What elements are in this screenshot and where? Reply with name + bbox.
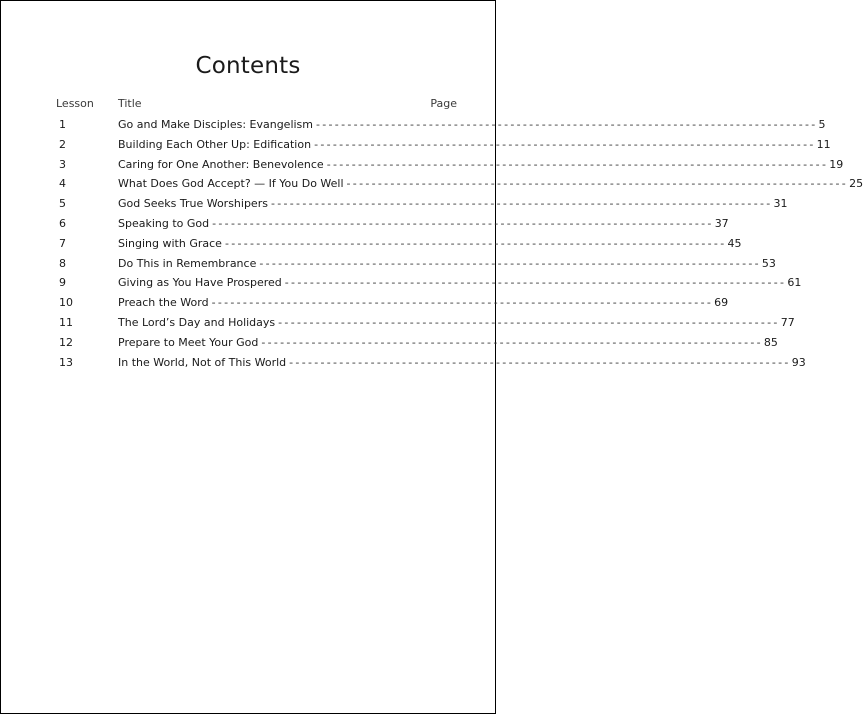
page-number: 53 bbox=[761, 256, 776, 270]
page-number: 61 bbox=[787, 276, 802, 290]
lesson-entry bbox=[118, 236, 742, 251]
page-title: Contents bbox=[195, 53, 301, 79]
lesson-entry bbox=[118, 315, 795, 330]
list-item bbox=[1, 157, 844, 177]
lesson-title: Giving as You Have Prospered bbox=[118, 276, 282, 290]
lesson-title: Caring for One Another: Benevolence bbox=[118, 157, 324, 171]
lesson-title: The Lord’s Day and Holidays bbox=[118, 315, 276, 329]
dot-leader: -------------------------------------------------------------------------------- bbox=[314, 137, 816, 151]
lesson-number: 13 bbox=[59, 355, 73, 369]
list-item bbox=[1, 275, 802, 295]
lesson-number: 7 bbox=[59, 236, 66, 250]
lesson-title: Go and Make Disciples: Evangelism bbox=[118, 118, 313, 131]
dot-leader: -------------------------------------------------------------------------------- bbox=[289, 355, 791, 369]
dot-leader: -------------------------------------------------------------------------------- bbox=[270, 197, 773, 211]
dot-leader: -------------------------------------------------------------------------------- bbox=[284, 276, 787, 290]
page-number: 31 bbox=[773, 197, 788, 211]
list-item bbox=[1, 315, 795, 335]
lesson-number: 6 bbox=[59, 216, 66, 230]
lesson-number: 9 bbox=[59, 276, 66, 290]
list-item bbox=[1, 256, 776, 276]
lesson-number: 12 bbox=[59, 335, 73, 349]
page-number: 77 bbox=[780, 315, 795, 329]
lesson-entry bbox=[118, 176, 863, 191]
lesson-number: 10 bbox=[59, 296, 73, 310]
dot-leader: -------------------------------------------------------------------------------- bbox=[316, 118, 818, 131]
column-header-title: Title bbox=[118, 97, 142, 110]
page-number: 85 bbox=[763, 335, 778, 349]
list-item bbox=[1, 236, 742, 256]
lesson-entry bbox=[118, 117, 826, 132]
lesson-number: 11 bbox=[59, 315, 73, 329]
column-header-lesson: Lesson bbox=[56, 97, 94, 110]
lesson-title: Speaking to God bbox=[118, 216, 210, 230]
lesson-title: Preach the Word bbox=[118, 296, 209, 310]
dot-leader: -------------------------------------------------------------------------------- bbox=[211, 296, 714, 310]
lesson-entry bbox=[118, 335, 778, 350]
page-number: 93 bbox=[791, 355, 806, 369]
lesson-title: God Seeks True Worshipers bbox=[118, 197, 268, 211]
lesson-title: Prepare to Meet Your God bbox=[118, 335, 259, 349]
dot-leader: -------------------------------------------------------------------------------- bbox=[278, 315, 780, 329]
lesson-entry bbox=[118, 157, 844, 172]
lesson-number: 2 bbox=[59, 137, 66, 151]
list-item bbox=[1, 176, 863, 196]
lesson-entry bbox=[118, 216, 729, 231]
lesson-title: Singing with Grace bbox=[118, 236, 222, 250]
lesson-title: Building Each Other Up: Edification bbox=[118, 137, 312, 151]
list-item bbox=[1, 295, 729, 315]
dot-leader: -------------------------------------------------------------------------------- bbox=[224, 236, 727, 250]
list-item bbox=[1, 335, 778, 355]
lesson-entry bbox=[118, 295, 729, 310]
page-number: 25 bbox=[849, 177, 863, 191]
dot-leader: -------------------------------------------------------------------------------- bbox=[212, 216, 714, 230]
lesson-number: 4 bbox=[59, 177, 66, 191]
dot-leader: -------------------------------------------------------------------------------- bbox=[326, 157, 829, 171]
page-number: 11 bbox=[816, 137, 831, 151]
lesson-number: 3 bbox=[59, 157, 66, 171]
lesson-title: Do This in Remembrance bbox=[118, 256, 257, 270]
page-number: 37 bbox=[714, 216, 729, 230]
list-item bbox=[1, 196, 788, 216]
contents-list bbox=[1, 117, 863, 374]
list-item bbox=[1, 137, 831, 157]
page-number: 5 bbox=[818, 118, 826, 131]
lesson-entry bbox=[118, 256, 776, 271]
lesson-entry bbox=[118, 137, 831, 152]
lesson-entry bbox=[118, 355, 806, 370]
page-number: 19 bbox=[829, 157, 844, 171]
dot-leader: -------------------------------------------------------------------------------- bbox=[259, 256, 761, 270]
lesson-title: In the World, Not of This World bbox=[118, 355, 287, 369]
column-header-page: Page bbox=[430, 97, 457, 110]
lesson-number: 5 bbox=[59, 197, 66, 211]
dot-leader: -------------------------------------------------------------------------------- bbox=[346, 177, 849, 191]
lesson-number: 8 bbox=[59, 256, 66, 270]
page-number: 69 bbox=[714, 296, 729, 310]
list-item bbox=[1, 216, 729, 236]
lesson-number: 1 bbox=[59, 118, 66, 131]
list-item bbox=[1, 355, 806, 375]
lesson-title: What Does God Accept? — If You Do Well bbox=[118, 177, 344, 191]
list-item bbox=[1, 117, 826, 137]
lesson-entry bbox=[118, 275, 802, 290]
dot-leader: -------------------------------------------------------------------------------- bbox=[261, 335, 763, 349]
lesson-entry bbox=[118, 196, 788, 211]
page-number: 45 bbox=[727, 236, 742, 250]
